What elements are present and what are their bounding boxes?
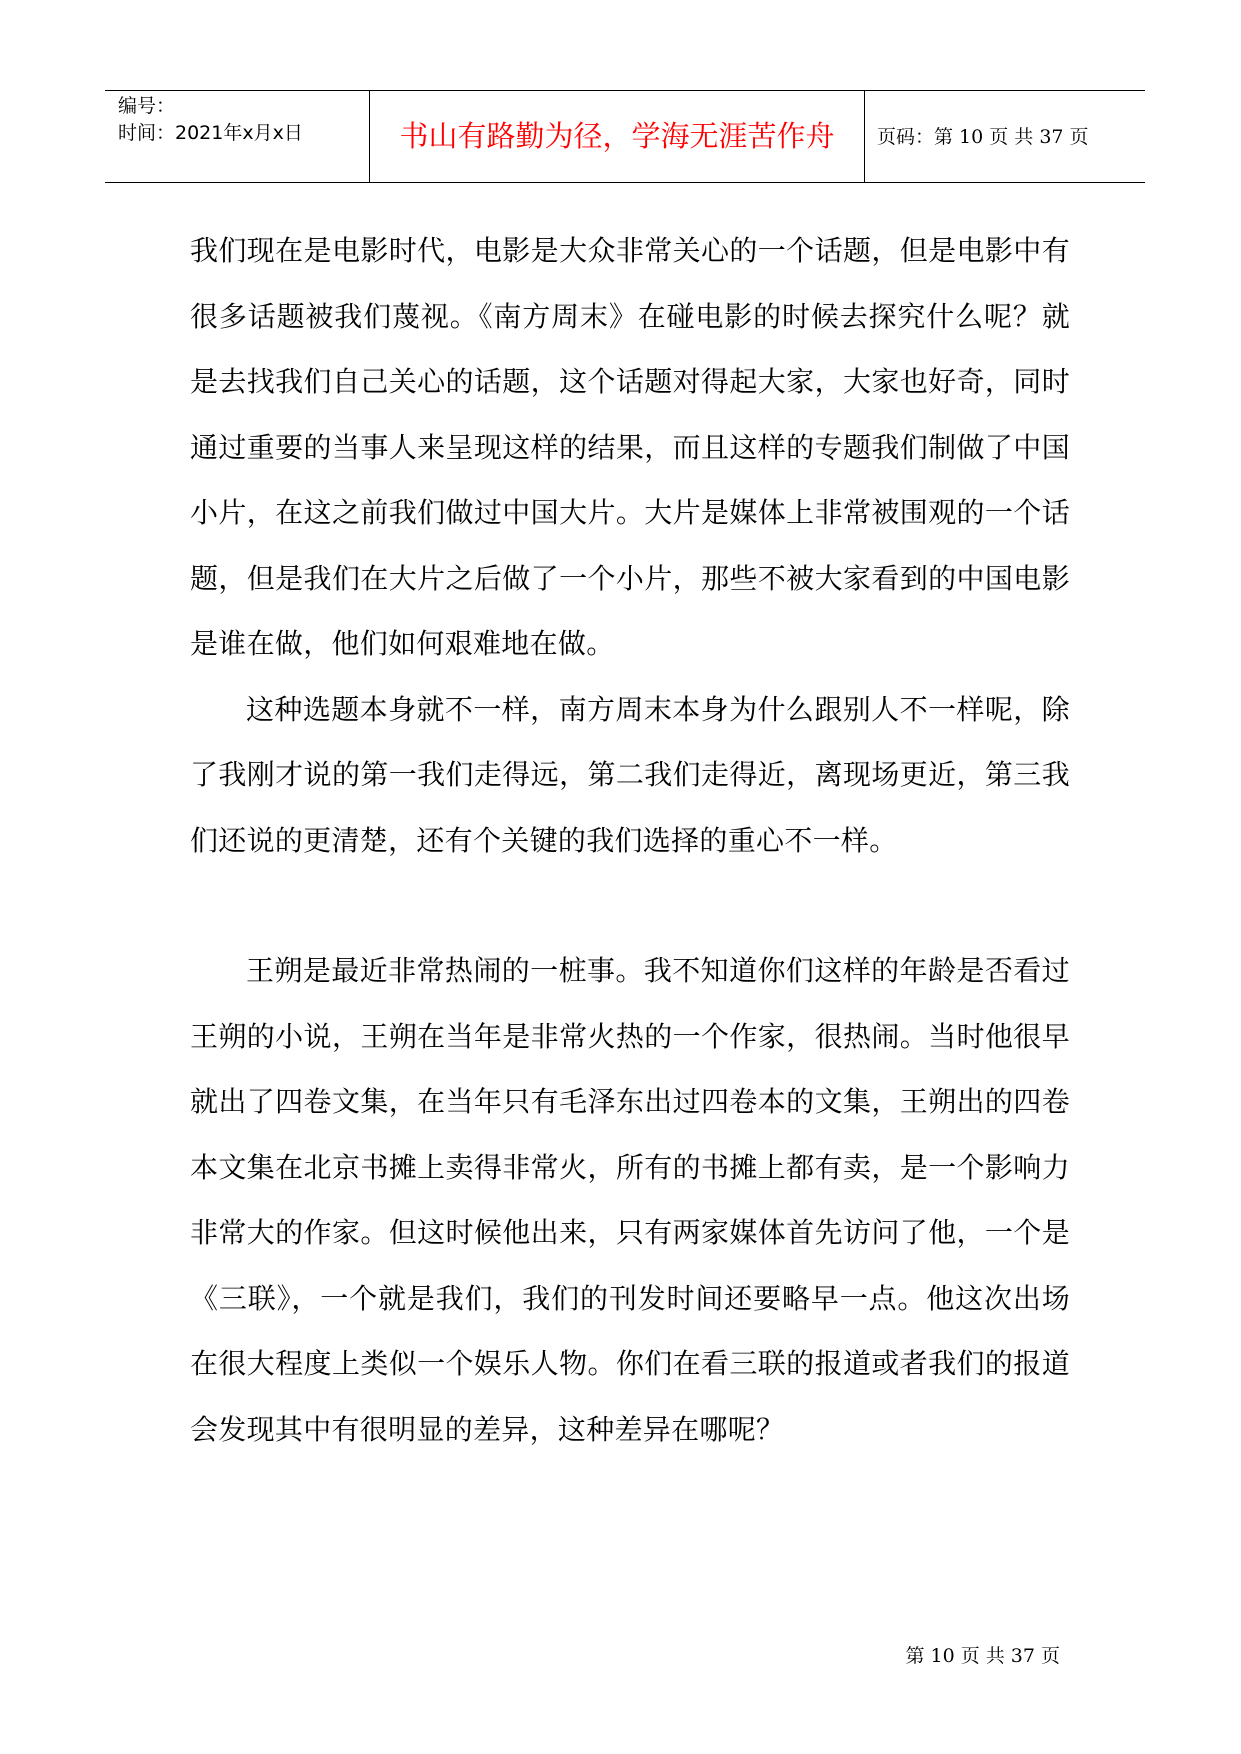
body-paragraph-1: 我们现在是电影时代，电影是大众非常关心的一个话题，但是电影中有很多话题被我们蔑视。《南方周末》在碰电影的时候去探究什么呢？就是去找我们自己关心的话题，这个话题对得起大家，大家也好奇，同时通过重要的当事人来呈现这样的结果，而且这样的专题我们制做了中国小片，在这之前我们做过中国大片。大片是媒体上非常被围观的一个话题，但是我们在大片之后做了一个小片，那些不被大家看到的中国电影是谁在做，他们如何艰难地在做。 [190, 234, 1070, 660]
document-number-label: 编号： [118, 95, 176, 117]
paragraph-spacer [190, 873, 1070, 938]
document-header [105, 90, 1145, 183]
header-slogan: 书山有路勤为径，学海无涯苦作舟 [399, 119, 835, 153]
body-paragraph-2: 这种选题本身就不一样，南方周末本身为什么跟别人不一样呢，除了我刚才说的第一我们走得远，第二我们走得近，离现场更近，第三我们还说的更清楚，还有个关键的我们选择的重心不一样。 [190, 692, 1070, 857]
header-page-cell [865, 91, 1145, 182]
header-slogan-cell [370, 91, 865, 182]
document-date: 时间：2021年x月x日 [118, 122, 303, 144]
header-page-info: 页码：第 10 页 共 37 页 [877, 126, 1089, 148]
header-meta-cell [105, 91, 370, 182]
page-footer: 第 10 页 共 37 页 [905, 1645, 1060, 1667]
document-body [190, 218, 1070, 1462]
body-paragraph-3: 王朔是最近非常热闹的一桩事。我不知道你们这样的年龄是否看过王朔的小说，王朔在当年是非常火热的一个作家，很热闹。当时他很早就出了四卷文集，在当年只有毛泽东出过四卷本的文集，王朔出的四卷本文集在北京书摊上卖得非常火，所有的书摊上都有卖，是一个影响力非常大的作家。但这时候他出来，只有两家媒体首先访问了他，一个是《三联》，一个就是我们，我们的刊发时间还要略早一点。他这次出场在很大程度上类似一个娱乐人物。你们在看三联的报道或者我们的报道会发现其中有很明显的差异，这种差异在哪呢？ [190, 954, 1070, 1446]
